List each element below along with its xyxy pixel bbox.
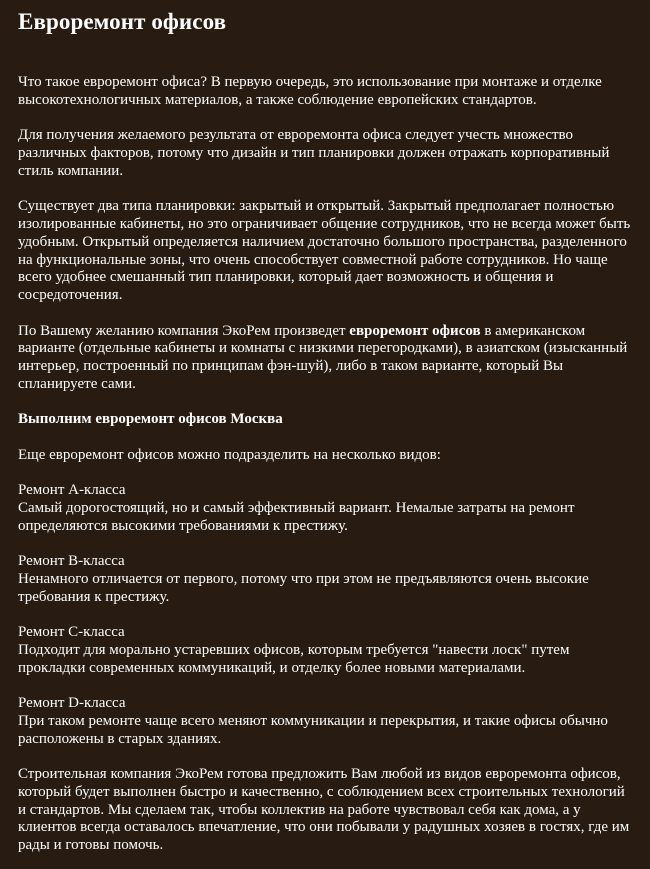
types-intro-paragraph: Еще евроремонт офисов можно подразделить на несколько видов: bbox=[18, 446, 441, 463]
offer-keyword: евроремонт офисов bbox=[349, 322, 481, 339]
class-b-block bbox=[18, 553, 632, 606]
class-c-block bbox=[18, 624, 632, 677]
class-b-name: Ремонт В-класса bbox=[18, 553, 125, 570]
offer-text-start: По Вашему желанию компания ЭкоРем произведет bbox=[18, 322, 350, 339]
class-c-name: Ремонт С-класса bbox=[18, 624, 125, 641]
article bbox=[18, 0, 632, 855]
page-title: Евроремонт офисов bbox=[18, 9, 227, 34]
class-c-text: Подходит для морально устаревших офисов, которым требуется "навести лоск" путем прокладки современных коммуникаций, и отделку более новыми материалами. bbox=[18, 641, 570, 676]
class-d-block bbox=[18, 695, 632, 748]
class-a-block bbox=[18, 482, 632, 535]
company-offer-paragraph bbox=[18, 323, 632, 394]
intro-paragraph: Что такое евроремонт офиса? В первую очередь, это использование при монтаже и отделке высокотехнологичных материалов, а также соблюдение европейских стандартов. bbox=[18, 74, 602, 108]
factors-paragraph: Для получения желаемого результата от евроремонта офиса следует учесть множество различных факторов, потому что дизайн и тип планировки должен отражать корпоративный стиль компании. bbox=[18, 127, 610, 179]
class-a-text: Самый дорогостоящий, но и самый эффективный вариант. Немалые затраты на ремонт определяются высокими требованиями к престижу. bbox=[18, 499, 575, 534]
offer-text-end: в американском варианте (отдельные кабинеты и комнаты с низкими перегородками), в азиатском (изысканный интерьер, построенный по принципам фэн-шуй), либо в таком варианте, который Вы спланируете сами. bbox=[18, 322, 628, 392]
class-a-name: Ремонт А-класса bbox=[18, 482, 126, 499]
class-d-text: При таком ремонте чаще всего меняют коммуникации и перекрытия, и такие офисы обычно расположены в старых зданиях. bbox=[18, 712, 608, 747]
class-b-text: Ненамного отличается от первого, потому что при этом не предъявляются очень высокие требования к престижу. bbox=[18, 570, 589, 605]
layout-types-paragraph: Существует два типа планировки: закрытый и открытый. Закрытый предполагает полностью изолированные кабинеты, но это ограничивает общение сотрудников, что не всегда может быть удобным. Открытый определяется наличием достаточно большого пространства, разделенного на функциональные зоны, что очень способствует совместной работе сотрудников. Но чаще всего удобнее смешанный тип планировки, который дает возможность и общения и сосредоточения. bbox=[18, 198, 631, 304]
class-d-name: Ремонт D-класса bbox=[18, 695, 126, 712]
section-subtitle: Выполним евроремонт офисов Москва bbox=[18, 411, 283, 428]
closing-paragraph: Строительная компания ЭкоРем готова предложить Вам любой из видов евроремонта офисов, который будет выполнен быстро и качественно, с соблюдением всех строительных технологий и стандартов. Мы сделаем так, чтобы коллектив на работе чувствовал себя как дома, а у клиентов всегда оставалось впечатление, что они побывали у радушных хозяев в гостях, где им рады и готовы помочь. bbox=[18, 766, 630, 854]
